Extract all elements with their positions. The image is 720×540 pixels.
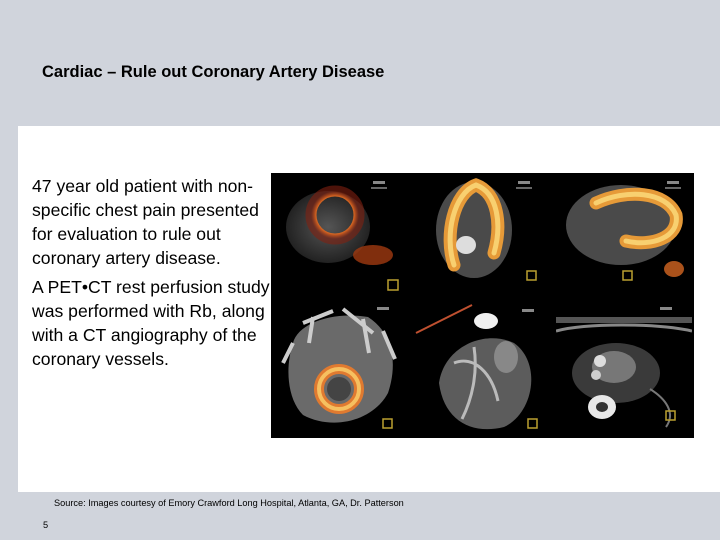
short-axis-fused-pet-ct-image [273, 175, 409, 299]
paragraph-patient: 47 year old patient with non-specific chest pain presented for evaluation to rule out coronary artery disease. [32, 176, 259, 268]
page-number: 5 [43, 520, 49, 530]
axial-ct-slice-image [556, 303, 692, 436]
ct-angiography-heart-3d-image [414, 303, 551, 436]
cardiac-image-grid [271, 173, 694, 438]
volume-rendering-with-perfusion-ring-image [273, 303, 409, 436]
vertical-long-axis-fused-pet-ct-image [414, 175, 551, 299]
horizontal-long-axis-fused-pet-ct-image [556, 175, 692, 299]
body-text [32, 174, 272, 376]
slide-title: Cardiac – Rule out Coronary Artery Disease [42, 63, 385, 81]
image-source-credit: Source: Images courtesy of Emory Crawford Long Hospital, Atlanta, GA, Dr. Patterson [54, 498, 404, 508]
paragraph-study: A PET•CT rest perfusion study was performed with Rb, along with a CT angiography of the coronary vessels. [32, 277, 270, 369]
